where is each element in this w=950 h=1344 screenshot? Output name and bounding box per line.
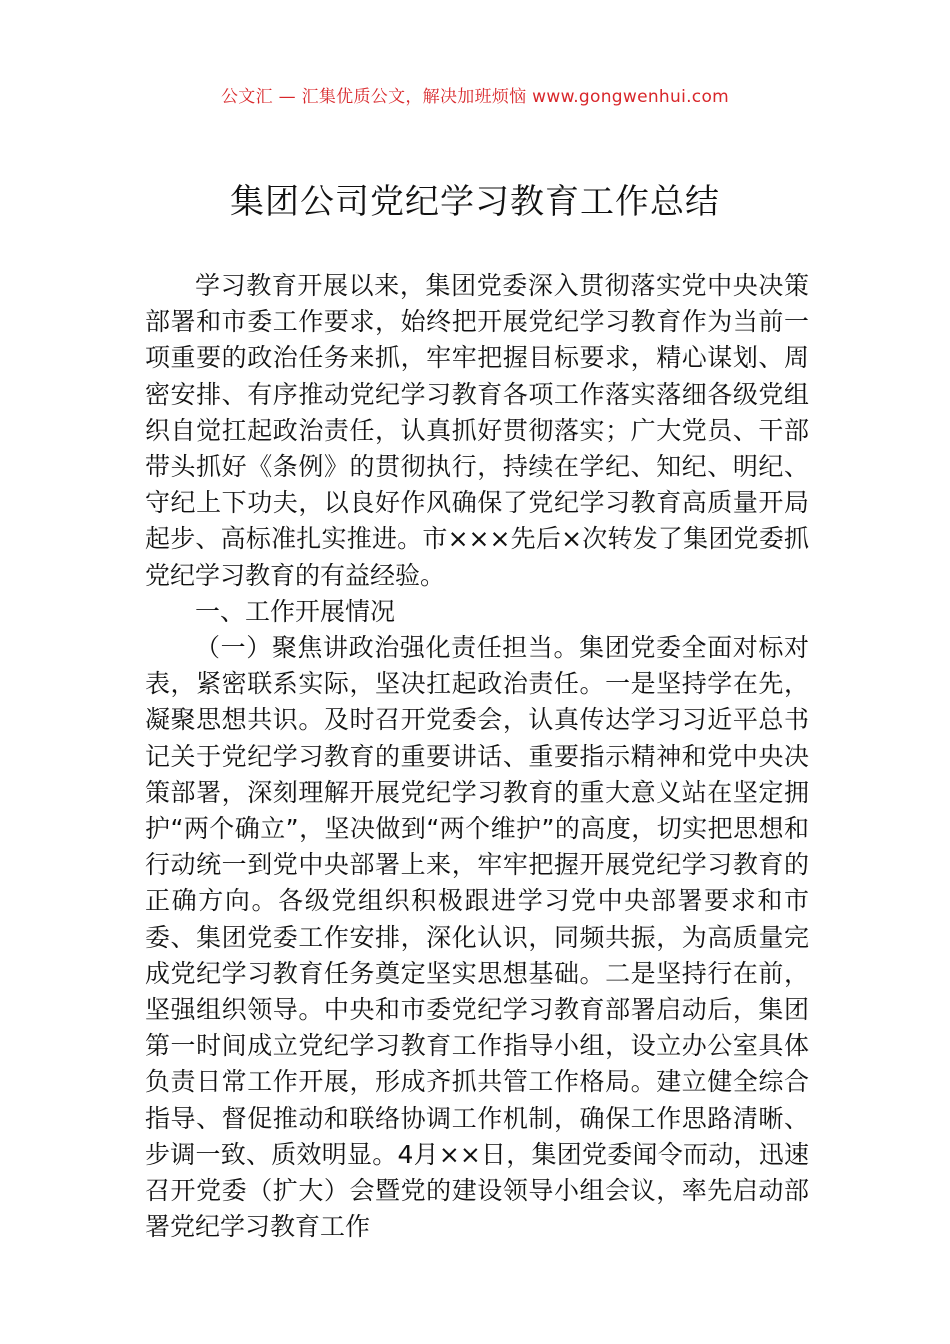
website-banner: 公文汇 — 汇集优质公文，解决加班烦恼 www.gongwenhui.com <box>220 87 730 107</box>
section-heading: 一、工作开展情况 <box>195 596 396 626</box>
subsection-paragraph: （一）聚焦讲政治强化责任担当。集团党委全面对标对表，紧密联系实际，坚决扛起政治责任。一是坚持学在先，凝聚思想共识。及时召开党委会，认真传达学习习近平总书记关于党纪学习教育的重要讲话、重要指示精神和党中央决策部署，深刻理解开展党纪学习教育的重大意义站在坚定拥护“两个确立”，坚决做到“两个维护”的高度，切实把思想和行动统一到党中央部署上来，牢牢把握开展党纪学习教育的正确方向。各级党组织积极跟进学习党中央部署要求和市委、集团党委工作安排，深化认识，同频共振，为高质量完成党纪学习教育任务奠定坚实思想基础。二是坚持行在前，坚强组织领导。中央和市委党纪学习教育部署启动后，集团第一时间成立党纪学习教育工作指导小组，设立办公室具体负责日常工作开展，形成齐抓共管工作格局。建立健全综合指导、督促推动和联络协调工作机制，确保工作思路清晰、步调一致、质效明显。4月××日，集团党委闻令而动，迅速召开党委（扩大）会暨党的建设领导小组会议，率先启动部署党纪学习教育工作 <box>145 633 809 1242</box>
document-body <box>145 268 809 1245</box>
intro-paragraph: 学习教育开展以来，集团党委深入贯彻落实党中央决策部署和市委工作要求，始终把开展党纪学习教育作为当前一项重要的政治任务来抓，牢牢把握目标要求，精心谋划、周密安排、有序推动党纪学习教育各项工作落实落细各级党组织自觉扛起政治责任，认真抓好贯彻落实；广大党员、干部带头抓好《条例》的贯彻执行，持续在学纪、知纪、明纪、守纪上下功夫，以良好作风确保了党纪学习教育高质量开局起步、高标准扎实推进。市×××先后×次转发了集团党委抓党纪学习教育的有益经验。 <box>145 271 809 590</box>
document-title: 集团公司党纪学习教育工作总结 <box>230 182 720 222</box>
